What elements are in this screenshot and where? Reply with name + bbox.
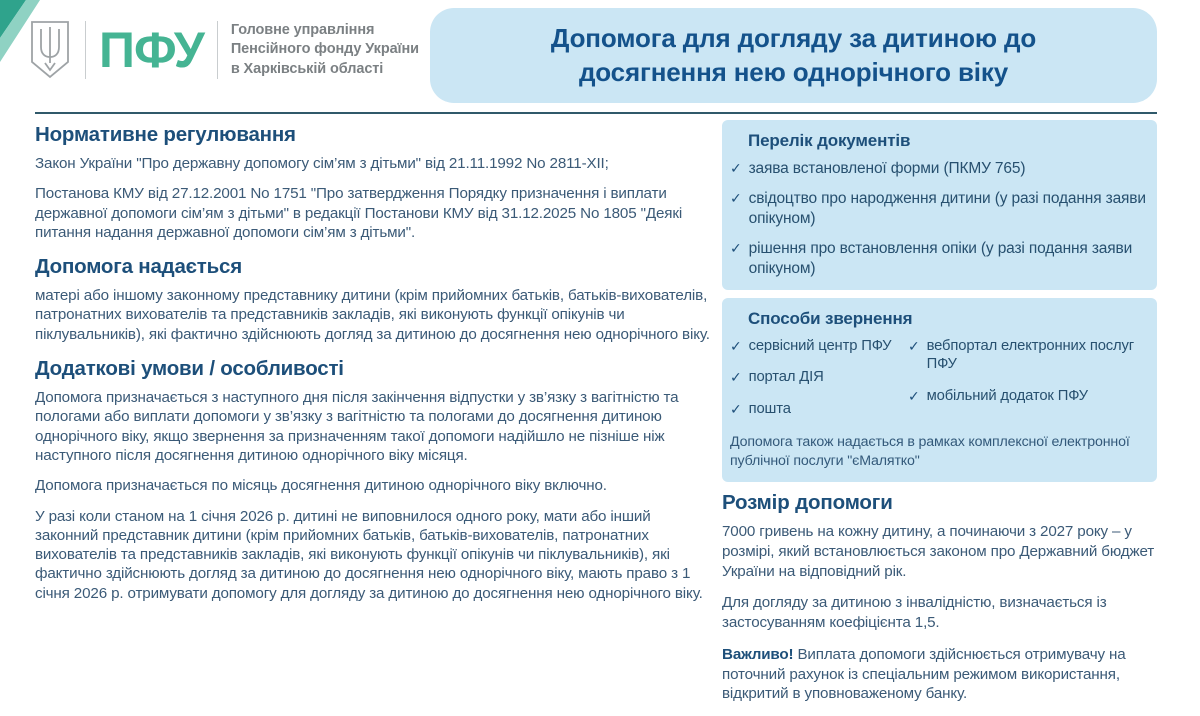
org-name-line: в Харківській області: [230, 60, 384, 77]
important-label: Важливо!: [722, 645, 794, 663]
org-name-line: Головне управління: [230, 22, 375, 39]
section-heading-conditions: Додаткові умови / особливості: [35, 357, 344, 381]
list-item: [908, 337, 1147, 374]
documents-heading: Перелік документів: [748, 131, 911, 150]
trident-icon: [28, 20, 72, 80]
check-icon: ✓: [908, 387, 920, 404]
divider-line: [35, 112, 1157, 114]
org-name-line: Пенсійного фонду України: [230, 41, 419, 58]
list-item-label: портал ДІЯ: [748, 369, 824, 386]
page-title: Допомога для догляду за дитиною до досягнення нею однорічного віку: [550, 22, 1037, 87]
check-icon: ✓: [908, 337, 920, 354]
list-item-label: пошта: [748, 400, 791, 417]
list-item-label: мобільний додаток ПФУ: [926, 387, 1088, 404]
channels-col-2: [908, 337, 1147, 431]
list-item-label: заява встановленої форми (ПКМУ 765): [748, 160, 1026, 177]
logo-divider: [85, 21, 86, 79]
list-item-label: сервісний центр ПФУ: [748, 337, 892, 354]
list-item: [730, 159, 1147, 178]
title-banner: [430, 8, 1157, 103]
paragraph: матері або іншому законному представнику дитини (крім прийомних батьків, батьків-вихователів, патронатних вихователів та представників закладів, які виконують функції опікунів чи піклувальників), які фактично здійснюють догляд за дитиною до досягнення нею однорічного віку.: [35, 287, 710, 343]
list-item: [730, 239, 1147, 278]
list-item-label: свідоцтво про народження дитини (у разі подання заяви опікуном): [748, 190, 1146, 227]
check-icon: ✓: [730, 369, 742, 386]
channels-heading: Способи звернення: [748, 308, 913, 328]
paragraph: Допомога призначається з наступного дня після закінчення відпустки у зв’язку з вагітністю та пологами або виплати допомоги у зв’язку з вагітністю та пологами до досягнення дитиною однорічного віку, якщо звернення за призначенням такої допомоги надійшло не пізніше ніж наступного після досягнення дитиною однорічного віку місяця.: [35, 389, 679, 464]
logo-divider: [217, 21, 218, 79]
sidebar: [722, 120, 1157, 716]
channels-box: [722, 298, 1157, 482]
list-item: [908, 387, 1147, 405]
list-item-label: рішення про встановлення опіки (у разі подання заяви опікуном): [748, 240, 1133, 277]
paragraph: Для догляду за дитиною з інвалідністю, визначається із застосуванням коефіцієнта 1,5.: [722, 594, 1107, 632]
channels-columns: [730, 337, 1147, 431]
list-item-label: вебпортал електронних послуг ПФУ: [926, 337, 1135, 373]
check-icon: ✓: [730, 337, 742, 354]
amount-section: [722, 491, 1157, 704]
check-icon: ✓: [730, 240, 742, 257]
list-item: [730, 400, 908, 418]
channels-note: Допомога також надається в рамках комплексної електронної публічної послуги "єМалятко": [730, 434, 1130, 469]
section-heading-regulation: Нормативне регулювання: [35, 123, 296, 146]
org-name: [231, 21, 419, 78]
list-item: [730, 189, 1147, 228]
main-content: [35, 118, 711, 614]
check-icon: ✓: [730, 400, 742, 417]
channels-col-1: [730, 337, 908, 431]
documents-box: [722, 120, 1157, 290]
amount-heading: Розмір допомоги: [722, 491, 893, 515]
list-item: [730, 368, 908, 386]
paragraph: 7000 гривень на кожну дитину, а починаючи з 2027 року – у розмірі, який встановлюється законом про Державний бюджет України на відповідний рік.: [722, 523, 1155, 580]
check-icon: ✓: [730, 160, 742, 176]
paragraph: Постанова КМУ від 27.12.2001 No 1751 "Про затвердження Порядку призначення і виплати державної допомоги сім’ям з дітьми" в редакції Постанови КМУ від 31.12.2025 No 1805 "Деякі питання надання державної допомоги сім’ям з дітьми".: [35, 185, 683, 241]
list-item: [730, 337, 908, 355]
section-heading-eligibility: Допомога надається: [35, 255, 242, 279]
org-logo: [28, 20, 419, 80]
paragraph: Закон України "Про державну допомогу сім’ям з дітьми" від 21.11.1992 No 2811-XII;: [35, 155, 609, 172]
paragraph: Допомога призначається по місяць досягнення дитиною однорічного віку включно.: [35, 477, 607, 495]
paragraph: У разі коли станом на 1 січня 2026 р. дитині не виповнилося одного року, мати або інший законний представник дитини (крім прийомних батьків, батьків-вихователів, патронатних вихователів та представників закладів, які виконують функції опікунів чи піклувальників), які фактично здійснюють догляд за дитиною до досягнення нею однорічного віку, мають право з 1 січня 2026 р. отримувати допомогу для догляду за дитиною до досягнення нею однорічного віку.: [35, 507, 703, 602]
important-text: Виплата допомоги здійснюється отримувачу на поточний рахунок із спеціальним режимом використання, відкритий в уповноваженому банку.: [722, 645, 1126, 703]
org-abbr: ПФУ: [99, 22, 204, 78]
check-icon: ✓: [730, 190, 742, 207]
